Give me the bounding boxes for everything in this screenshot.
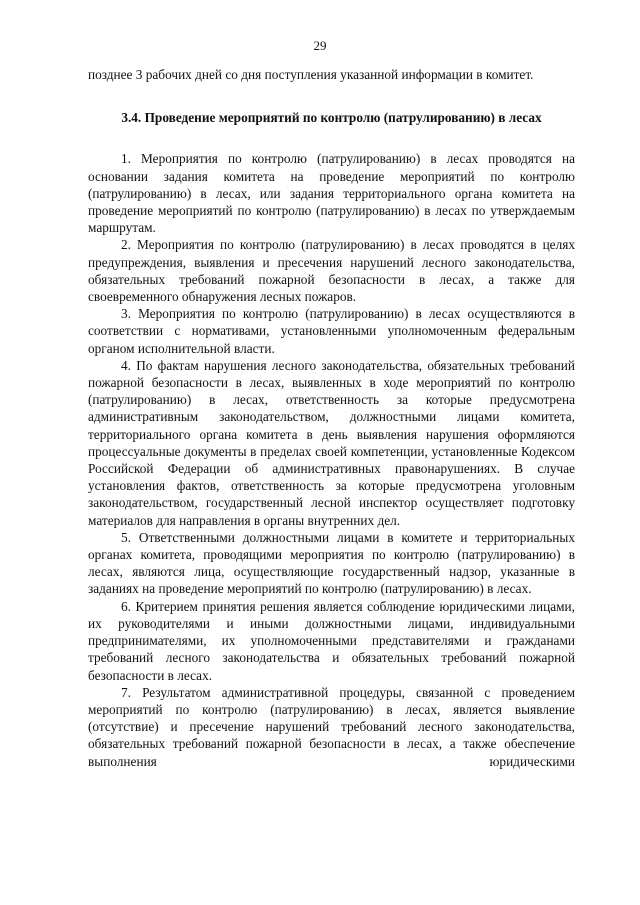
paragraph-3: 3. Мероприятия по контролю (патрулированию) в лесах осуществляются в соответствии с нормативами, установленными уполномоченным федеральным органом исполнительной власти. (88, 306, 575, 356)
paragraph-2: 2. Мероприятия по контролю (патрулированию) в лесах проводятся в целях предупреждения, выявления и пресечения нарушений лесного законодательства, обязательных требований пожарной безопасности в лесах, а также для своевременного обнаружения лесных пожаров. (88, 237, 575, 305)
paragraph-4: 4. По фактам нарушения лесного законодательства, обязательных требований пожарной безопасности в лесах, выявленных в ходе мероприятий по контролю (патрулированию) в лесах, ответственность за которые предусмотрена административным законодательством, должностными лицами комитета, территориального органа комитета в день выявления нарушения оформляются процессуальные документы в пределах своей компетенции, установленные Кодексом Российской Федерации об административных правонарушениях. В случае установления фактов, ответственность за которые предусмотрена уголовным законодательством, государственный лесной инспектор осуществляет подготовку материалов для направления в органы внутренних дел. (88, 357, 575, 528)
paragraph-1: 1. Мероприятия по контролю (патрулированию) в лесах проводятся на основании задания комитета на проведение мероприятий по контролю (патрулированию) в лесах, или задания территориального органа комитета на проведение мероприятий по контролю (патрулированию) в лесах по утверждаемым маршрутам. (88, 151, 575, 236)
paragraph-5: 5. Ответственными должностными лицами в комитете и территориальных органах комитета, проводящими мероприятия по контролю (патрулированию) в лесах, являются лица, осуществляющие государственный надзор, указанные в заданиях на проведение мероприятий по контролю (патрулированию) в лесах. (88, 529, 575, 597)
section-heading: 3.4. Проведение мероприятий по контролю (патрулированию) в лесах (121, 110, 542, 126)
page-content (88, 66, 575, 770)
paragraph-7: 7. Результатом административной процедуры, связанной с проведением мероприятий по контролю (патрулированию) в лесах, является выявление (отсутствие) и пресечение нарушений требований лесного законодательства, обязательных требований пожарной безопасности в лесах, а также обеспечение выполнения юридическими (88, 684, 575, 769)
continuation-paragraph: позднее 3 рабочих дней со дня поступления указанной информации в комитет. (88, 67, 534, 82)
paragraph-6: 6. Критерием принятия решения является соблюдение юридическими лицами, их руководителями и иными должностными лицами, индивидуальными предпринимателями, их уполномоченными представителями и гражданами требований лесного законодательства и обязательных требований пожарной безопасности в лесах. (88, 598, 575, 683)
page-number: 29 (313, 38, 327, 53)
